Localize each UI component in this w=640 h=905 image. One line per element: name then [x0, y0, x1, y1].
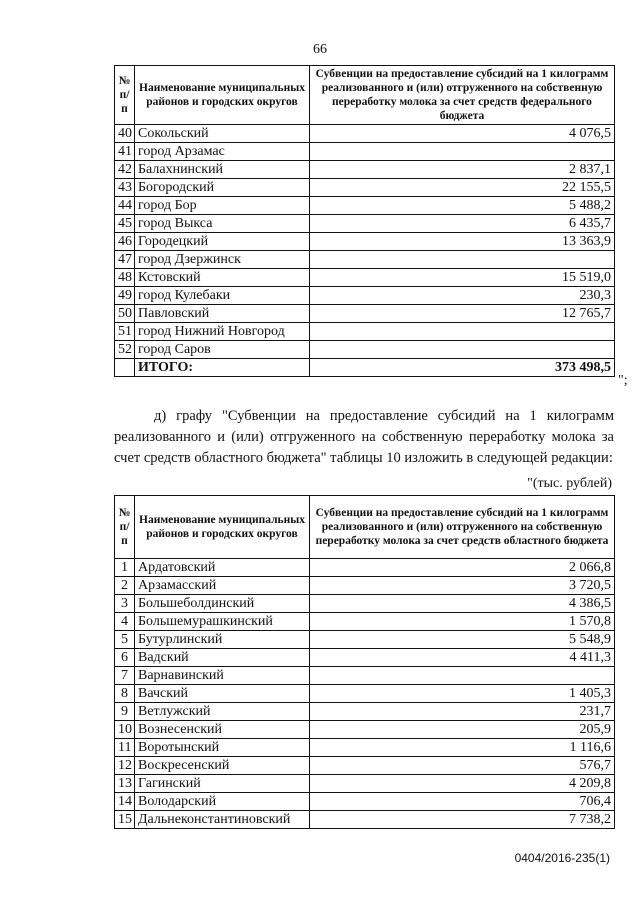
- row-number: 15: [115, 811, 135, 829]
- row-value: [310, 323, 615, 341]
- row-number: 4: [115, 613, 135, 631]
- row-value: 1 570,8: [310, 613, 615, 631]
- row-number: 10: [115, 721, 135, 739]
- row-value: 3 720,5: [310, 577, 615, 595]
- total-label: ИТОГО:: [135, 359, 310, 377]
- row-number: 8: [115, 685, 135, 703]
- row-name: Кстовский: [135, 269, 310, 287]
- row-name: Большемурашкинский: [135, 613, 310, 631]
- row-value: 2 837,1: [310, 161, 615, 179]
- row-name: город Арзамас: [135, 143, 310, 161]
- row-value: 5 488,2: [310, 197, 615, 215]
- row-value: 576,7: [310, 757, 615, 775]
- table-row: [115, 341, 615, 359]
- row-name: город Нижний Новгород: [135, 323, 310, 341]
- table-row: [115, 269, 615, 287]
- row-value: 1 116,6: [310, 739, 615, 757]
- row-name: город Дзержинск: [135, 251, 310, 269]
- row-name: Гагинский: [135, 775, 310, 793]
- row-name: город Выкса: [135, 215, 310, 233]
- row-name: Вознесенский: [135, 721, 310, 739]
- row-number: 41: [115, 143, 135, 161]
- table-row: [115, 793, 615, 811]
- table-row: [115, 667, 615, 685]
- row-name: Воскресенский: [135, 757, 310, 775]
- row-value: 2 066,8: [310, 559, 615, 577]
- header-name: Наименование муниципальных районов и городских округов: [135, 66, 310, 125]
- row-number: 50: [115, 305, 135, 323]
- header-name: Наименование муниципальных районов и городских округов: [135, 496, 310, 559]
- row-value: 13 363,9: [310, 233, 615, 251]
- row-number: 9: [115, 703, 135, 721]
- row-number: 11: [115, 739, 135, 757]
- row-value: 15 519,0: [310, 269, 615, 287]
- row-name: Вадский: [135, 649, 310, 667]
- row-value: [310, 341, 615, 359]
- row-number: 12: [115, 757, 135, 775]
- amendment-paragraph: [114, 406, 614, 469]
- table-row: [115, 233, 615, 251]
- table-row: [115, 739, 615, 757]
- page-number: 66: [313, 42, 327, 57]
- row-name: Большеболдинский: [135, 595, 310, 613]
- table-row: [115, 649, 615, 667]
- row-name: Володарский: [135, 793, 310, 811]
- table-row: [115, 323, 615, 341]
- row-value: 4 386,5: [310, 595, 615, 613]
- row-value: 5 548,9: [310, 631, 615, 649]
- row-number: 45: [115, 215, 135, 233]
- document-code: 0404/2016-235(1): [514, 851, 610, 865]
- row-name: Богородский: [135, 179, 310, 197]
- total-value: 373 498,5: [310, 359, 615, 377]
- row-number: 44: [115, 197, 135, 215]
- table-row: [115, 775, 615, 793]
- amendment-text: д) графу "Субвенции на предоставление субсидий на 1 килограмм реализованного и (или) отгруженного на собственную переработку молока за счет средств областного бюджета" таблицы 10 изложить в следующей редакции:: [114, 408, 614, 466]
- units-label: "(тыс. рублей): [527, 476, 612, 491]
- row-name: Варнавинский: [135, 667, 310, 685]
- table-header-row: [115, 496, 615, 559]
- row-number: 51: [115, 323, 135, 341]
- row-name: Городецкий: [135, 233, 310, 251]
- table-row: [115, 161, 615, 179]
- header-value: Субвенции на предоставление субсидий на 1 килограмм реализованного и (или) отгруженного на собственную переработку молока за счет средств областного бюджета: [310, 496, 615, 559]
- table-row: [115, 685, 615, 703]
- table-row: [115, 125, 615, 143]
- table-row: [115, 613, 615, 631]
- row-value: 1 405,3: [310, 685, 615, 703]
- table-row: [115, 143, 615, 161]
- row-value: 22 155,5: [310, 179, 615, 197]
- table-row: [115, 305, 615, 323]
- table-row: [115, 559, 615, 577]
- row-value: 230,3: [310, 287, 615, 305]
- table-row: [115, 811, 615, 829]
- row-name: Балахнинский: [135, 161, 310, 179]
- table-row: [115, 287, 615, 305]
- row-name: город Саров: [135, 341, 310, 359]
- table-row: [115, 179, 615, 197]
- row-name: Арзамасский: [135, 577, 310, 595]
- federal-budget-table: [114, 65, 615, 377]
- table-row: [115, 215, 615, 233]
- row-name: Сокольский: [135, 125, 310, 143]
- header-num: № п/п: [115, 66, 135, 125]
- row-number: 7: [115, 667, 135, 685]
- row-number: 5: [115, 631, 135, 649]
- row-value: 231,7: [310, 703, 615, 721]
- row-value: [310, 667, 615, 685]
- row-value: [310, 143, 615, 161]
- row-number: 43: [115, 179, 135, 197]
- table-row: [115, 721, 615, 739]
- row-value: [310, 251, 615, 269]
- header-value: Субвенции на предоставление субсидий на 1 килограмм реализованного и (или) отгруженного на собственную переработку молока за счет средств федерального бюджета: [310, 66, 615, 125]
- regional-budget-table: [114, 495, 615, 829]
- row-name: Воротынский: [135, 739, 310, 757]
- row-name: Вачский: [135, 685, 310, 703]
- row-number: 2: [115, 577, 135, 595]
- row-number: 40: [115, 125, 135, 143]
- row-number: 48: [115, 269, 135, 287]
- row-number: 47: [115, 251, 135, 269]
- row-number: 13: [115, 775, 135, 793]
- table-row: [115, 577, 615, 595]
- row-number: 1: [115, 559, 135, 577]
- row-value: 706,4: [310, 793, 615, 811]
- row-name: Ардатовский: [135, 559, 310, 577]
- table-row: [115, 251, 615, 269]
- closing-quote: ";: [618, 373, 628, 388]
- row-number: 14: [115, 793, 135, 811]
- row-name: город Кулебаки: [135, 287, 310, 305]
- row-value: 4 076,5: [310, 125, 615, 143]
- header-num: № п/п: [115, 496, 135, 559]
- row-value: 205,9: [310, 721, 615, 739]
- table-row: [115, 631, 615, 649]
- table-row: [115, 757, 615, 775]
- row-value: 4 411,3: [310, 649, 615, 667]
- row-value: 7 738,2: [310, 811, 615, 829]
- row-number: 49: [115, 287, 135, 305]
- table-header-row: [115, 66, 615, 125]
- row-number: 6: [115, 649, 135, 667]
- row-name: Ветлужский: [135, 703, 310, 721]
- row-number: 3: [115, 595, 135, 613]
- row-value: 6 435,7: [310, 215, 615, 233]
- row-name: Дальнеконстантиновский: [135, 811, 310, 829]
- row-number: 42: [115, 161, 135, 179]
- row-number: 46: [115, 233, 135, 251]
- table-row: [115, 197, 615, 215]
- row-number: 52: [115, 341, 135, 359]
- total-row: [115, 359, 615, 377]
- row-value: 4 209,8: [310, 775, 615, 793]
- row-value: 12 765,7: [310, 305, 615, 323]
- table-row: [115, 703, 615, 721]
- row-name: Павловский: [135, 305, 310, 323]
- total-num-cell: [115, 359, 135, 377]
- table-row: [115, 595, 615, 613]
- row-name: город Бор: [135, 197, 310, 215]
- row-name: Бутурлинский: [135, 631, 310, 649]
